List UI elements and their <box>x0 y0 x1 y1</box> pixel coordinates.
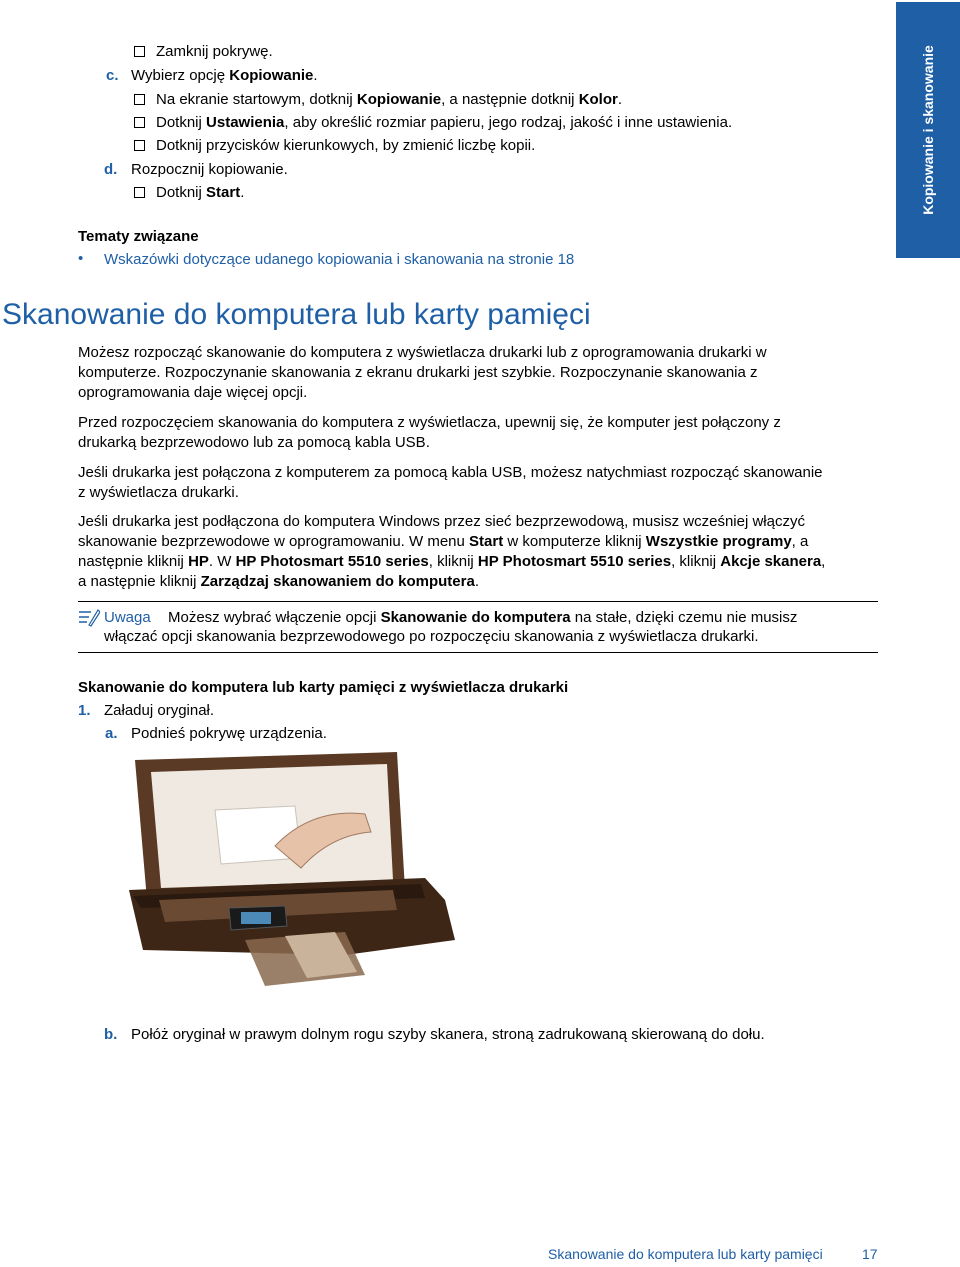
checkbox-icon <box>134 187 145 198</box>
step-marker: 1. <box>78 702 91 719</box>
step-marker: b. <box>104 1026 118 1043</box>
printer-illustration <box>125 750 485 995</box>
step-text: Dotknij Ustawienia, aby określić rozmiar papieru, jego rodzaj, jakość i inne ustawienia. <box>156 114 733 131</box>
divider <box>78 601 878 602</box>
chapter-side-tab <box>896 2 960 258</box>
chapter-side-tab-label: Kopiowanie i skanowanie <box>920 45 936 215</box>
step-marker: d. <box>104 161 118 178</box>
section-title: Skanowanie do komputera lub karty pamięci <box>2 298 591 331</box>
step-text: Wybierz opcję Kopiowanie. <box>131 67 318 84</box>
checkbox-icon <box>134 94 145 105</box>
paragraph: Przed rozpoczęciem skanowania do komputera z wyświetlacza, upewnij się, że komputer jest połączony z drukarką bezprzewodowo lub za pomocą kabla USB. <box>78 414 781 451</box>
note-text: Możesz wybrać włączenie opcji Skanowanie do komputera na stałe, dzięki czemu nie musisz <box>168 609 798 626</box>
checkbox-icon <box>134 117 145 128</box>
step-text: Zamknij pokrywę. <box>156 43 273 60</box>
step-text: Podnieś pokrywę urządzenia. <box>131 725 327 742</box>
page-number: 17 <box>862 1246 878 1262</box>
note-text: włączać opcji skanowania bezprzewodowego po rozpoczęciu skanowania z wyświetlacza drukarki. <box>104 628 759 645</box>
step-text: Załaduj oryginał. <box>104 702 215 719</box>
divider <box>78 652 878 653</box>
footer-title: Skanowanie do komputera lub karty pamięci <box>548 1246 823 1262</box>
note-label: Uwaga <box>104 609 151 626</box>
related-heading: Tematy związane <box>78 228 199 245</box>
step-text: Dotknij Start. <box>156 184 245 201</box>
step-text: Na ekranie startowym, dotknij Kopiowanie, a następnie dotknij Kolor. <box>156 91 623 108</box>
paragraph: Możesz rozpocząć skanowanie do komputera z wyświetlacza drukarki lub z oprogramowania drukarki w komputerze. Rozpoczynanie skanowania z ekranu drukarki jest szybkie. Rozpoczynanie skanowania z oprogramowania daje więcej opcji. <box>78 344 767 401</box>
step-marker: a. <box>105 725 118 742</box>
step-text: Rozpocznij kopiowanie. <box>131 161 288 178</box>
step-text: Połóż oryginał w prawym dolnym rogu szyby skanera, stroną zadrukowaną skierowaną do dołu. <box>131 1026 765 1043</box>
related-link[interactable]: Wskazówki dotyczące udanego kopiowania i skanowania na stronie 18 <box>104 251 575 268</box>
checkbox-icon <box>134 46 145 57</box>
bullet: • <box>78 250 84 267</box>
checkbox-icon <box>134 140 145 151</box>
subsection-title: Skanowanie do komputera lub karty pamięci z wyświetlacza drukarki <box>78 679 569 696</box>
step-text: Dotknij przycisków kierunkowych, by zmienić liczbę kopii. <box>156 137 536 154</box>
step-marker: c. <box>106 67 119 84</box>
paragraph: Jeśli drukarka jest połączona z komputerem za pomocą kabla USB, możesz natychmiast rozpocząć skanowanie z wyświetlacza drukarki. <box>78 464 823 501</box>
paragraph: Jeśli drukarka jest podłączona do komputera Windows przez sieć bezprzewodową, musisz wcześniej włączyć skanowanie bezprzewodowe w oprogramowaniu. W menu Start w komputerze kliknij Wszystkie programy, a następnie kliknij HP. W HP Photosmart 5510 series, kliknij HP Photosmart 5510 series, kliknij Akcje skanera, a następnie kliknij Zarządzaj skanowaniem do komputera. <box>78 513 826 590</box>
note-icon <box>78 606 100 628</box>
